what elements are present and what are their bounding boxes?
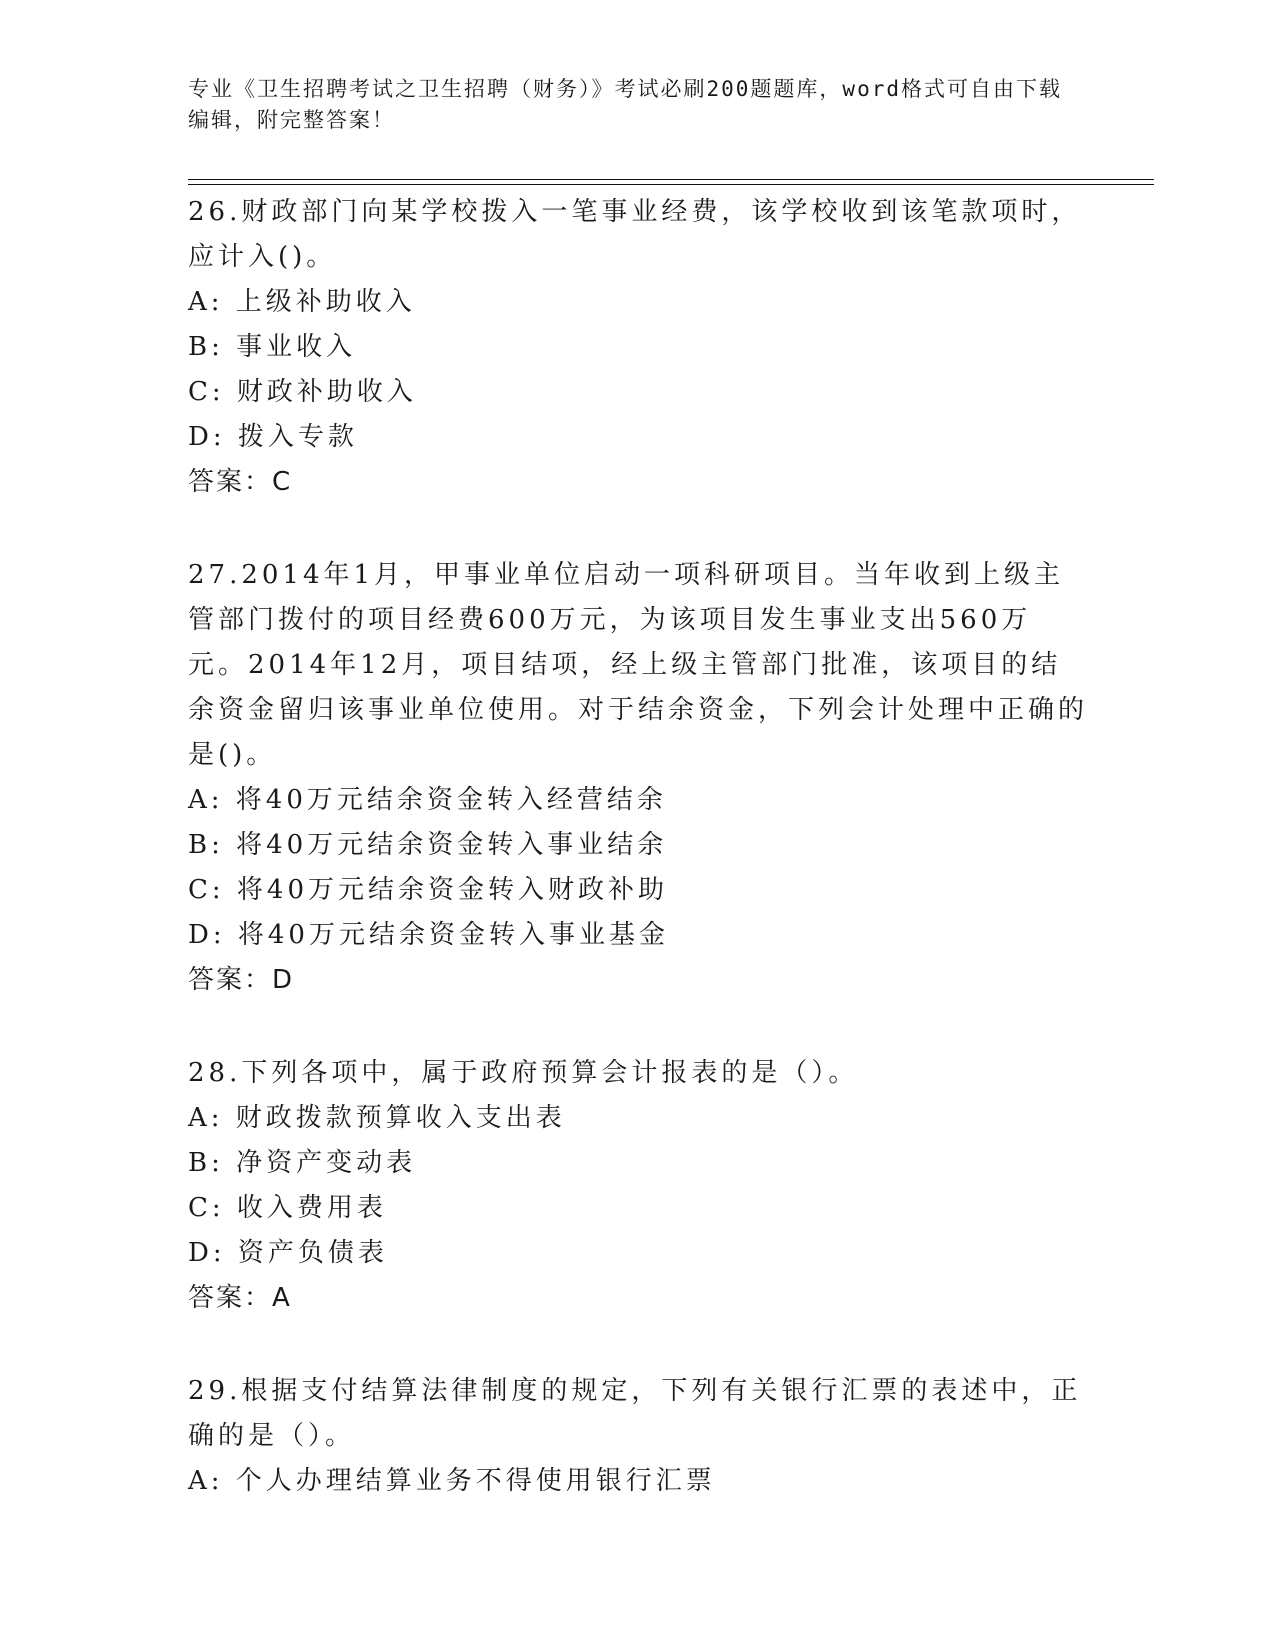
question-28 [188,1051,1088,1321]
answer: 答案：A [188,1283,292,1313]
answer: 答案：D [188,965,295,995]
header-divider-top [188,179,1154,180]
question-26 [188,190,1088,505]
option-d: D: 将40万元结余资金转入事业基金 [188,920,669,950]
question-stem: 27.2014年1月，甲事业单位启动一项科研项目。当年收到上级主管部门拨付的项目经费600万元，为该项目发生事业支出560万元。2014年12月，项目结项，经上级主管部门批准，该项目的结余资金留归该事业单位使用。对于结余资金，下列会计处理中正确的是()。 [188,560,1089,770]
document-header: 专业《卫生招聘考试之卫生招聘（财务）》考试必刷200题题库，word格式可自由下载编辑，附完整答案！ [188,77,1062,132]
option-a: A: 将40万元结余资金转入经营结余 [188,785,667,815]
option-b: B: 净资产变动表 [188,1148,417,1178]
question-stem: 26.财政部门向某学校拨入一笔事业经费，该学校收到该笔款项时，应计入()。 [188,197,1082,272]
option-d: D: 拨入专款 [188,422,358,452]
question-stem: 29.根据支付结算法律制度的规定，下列有关银行汇票的表述中，正确的是（）。 [188,1376,1082,1451]
option-c: C: 收入费用表 [188,1193,387,1223]
answer: 答案：C [188,467,293,497]
option-a: A: 上级补助收入 [188,287,416,317]
question-27 [188,553,1088,1003]
question-stem: 28.下列各项中，属于政府预算会计报表的是（）。 [188,1058,859,1088]
header-divider-bottom [188,184,1154,185]
option-d: D: 资产负债表 [188,1238,388,1268]
question-list [188,190,1088,1504]
option-c: C: 财政补助收入 [188,377,417,407]
option-a: A: 财政拨款预算收入支出表 [188,1103,566,1133]
option-c: C: 将40万元结余资金转入财政补助 [188,875,669,905]
option-b: B: 事业收入 [188,332,357,362]
option-b: B: 将40万元结余资金转入事业结余 [188,830,668,860]
option-a: A: 个人办理结算业务不得使用银行汇票 [188,1466,716,1496]
question-29 [188,1369,1088,1504]
